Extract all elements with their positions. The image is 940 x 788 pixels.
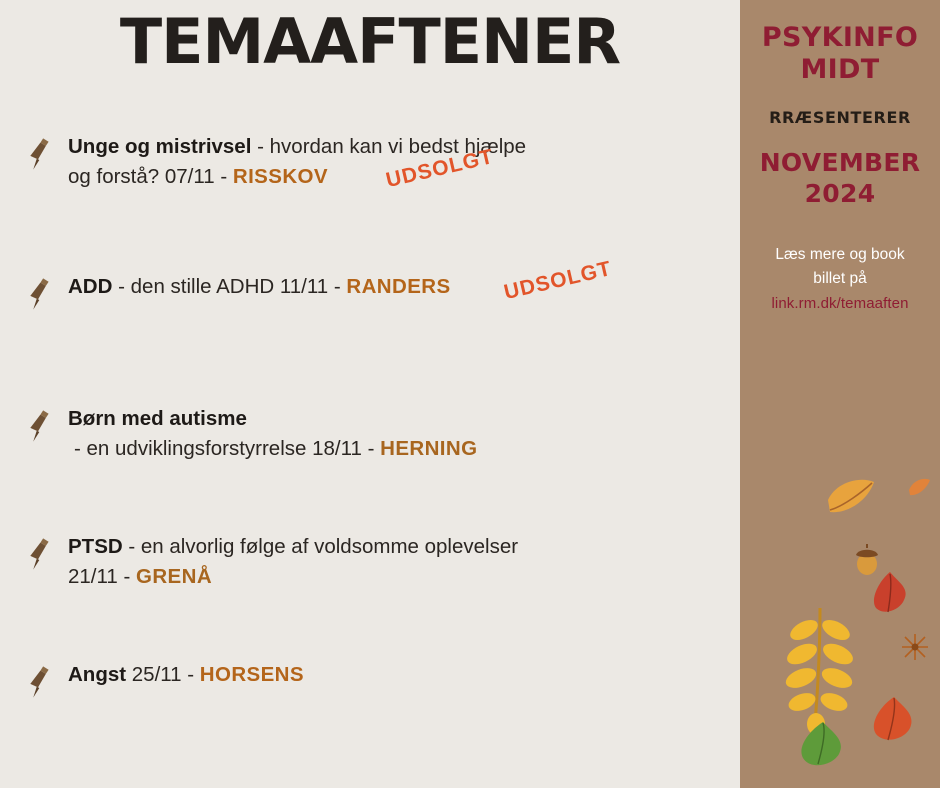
list-item <box>0 257 740 404</box>
event-place: GRENÅ <box>136 564 213 588</box>
list-item <box>0 532 740 660</box>
event-title: PTSD <box>68 535 123 558</box>
pin-icon <box>24 536 58 570</box>
list-item <box>0 660 740 740</box>
acorn-icon <box>852 542 882 581</box>
event-title: Angst <box>68 663 127 686</box>
presents-label: RRÆSENTERER <box>769 107 911 127</box>
brand-title <box>740 22 940 86</box>
pin-icon <box>24 664 58 698</box>
event-place: HORSENS <box>199 663 304 686</box>
event-text <box>68 257 720 305</box>
event-list <box>0 132 740 740</box>
status-badge: UDSOLGT <box>383 144 496 192</box>
event-title: Unge og mistrivsel <box>68 135 252 158</box>
year-label: 2024 <box>804 178 876 208</box>
booking-line-2: billet på <box>813 270 867 288</box>
event-place: RISSKOV <box>232 164 328 188</box>
booking-link[interactable]: link.rm.dk/temaaften <box>771 295 909 313</box>
brand-line-2: MIDT <box>800 53 880 85</box>
leaf-icon <box>820 470 880 527</box>
event-place: RANDERS <box>346 275 451 298</box>
leaf-icon <box>868 694 920 753</box>
event-text <box>68 532 720 591</box>
leaf-icon <box>868 570 912 623</box>
event-text <box>68 404 720 463</box>
pin-icon <box>24 276 58 310</box>
sidebar <box>740 0 940 788</box>
event-desc-2: 21/11 - <box>68 564 136 588</box>
event-place: HERNING <box>380 436 478 460</box>
booking-info <box>740 243 940 291</box>
brand-line-1: PSYKINFO <box>761 22 919 53</box>
event-text <box>68 660 720 690</box>
event-desc: - den stille ADHD 11/11 - <box>112 275 347 298</box>
event-desc: - hvordan kan vi bedst hjælpe <box>251 135 527 158</box>
seed-pod-icon <box>900 632 930 667</box>
leaf-icon <box>796 718 850 777</box>
list-item <box>0 132 740 272</box>
fern-leaf-icon <box>776 604 862 741</box>
page-title: TEMAAFTENER <box>119 5 621 78</box>
list-item <box>0 404 740 532</box>
event-title: Børn med autisme <box>68 407 247 430</box>
date-block <box>740 147 940 210</box>
booking-line-1: Læs mere og book <box>775 246 905 264</box>
event-desc-2: og forstå? 07/11 - <box>68 164 233 188</box>
month-label: NOVEMBER <box>759 147 921 177</box>
pin-icon <box>24 408 58 442</box>
event-desc: - en alvorlig følge af voldsomme oplevelser <box>122 535 519 558</box>
status-badge: UDSOLGT <box>501 257 614 305</box>
event-text <box>68 132 720 191</box>
leaf-icon <box>906 474 932 505</box>
event-desc-2: - en udviklingsforstyrrelse 18/11 - <box>74 436 381 460</box>
event-title: ADD <box>68 275 113 298</box>
event-desc: 25/11 - <box>126 663 200 686</box>
pin-icon <box>24 136 58 170</box>
